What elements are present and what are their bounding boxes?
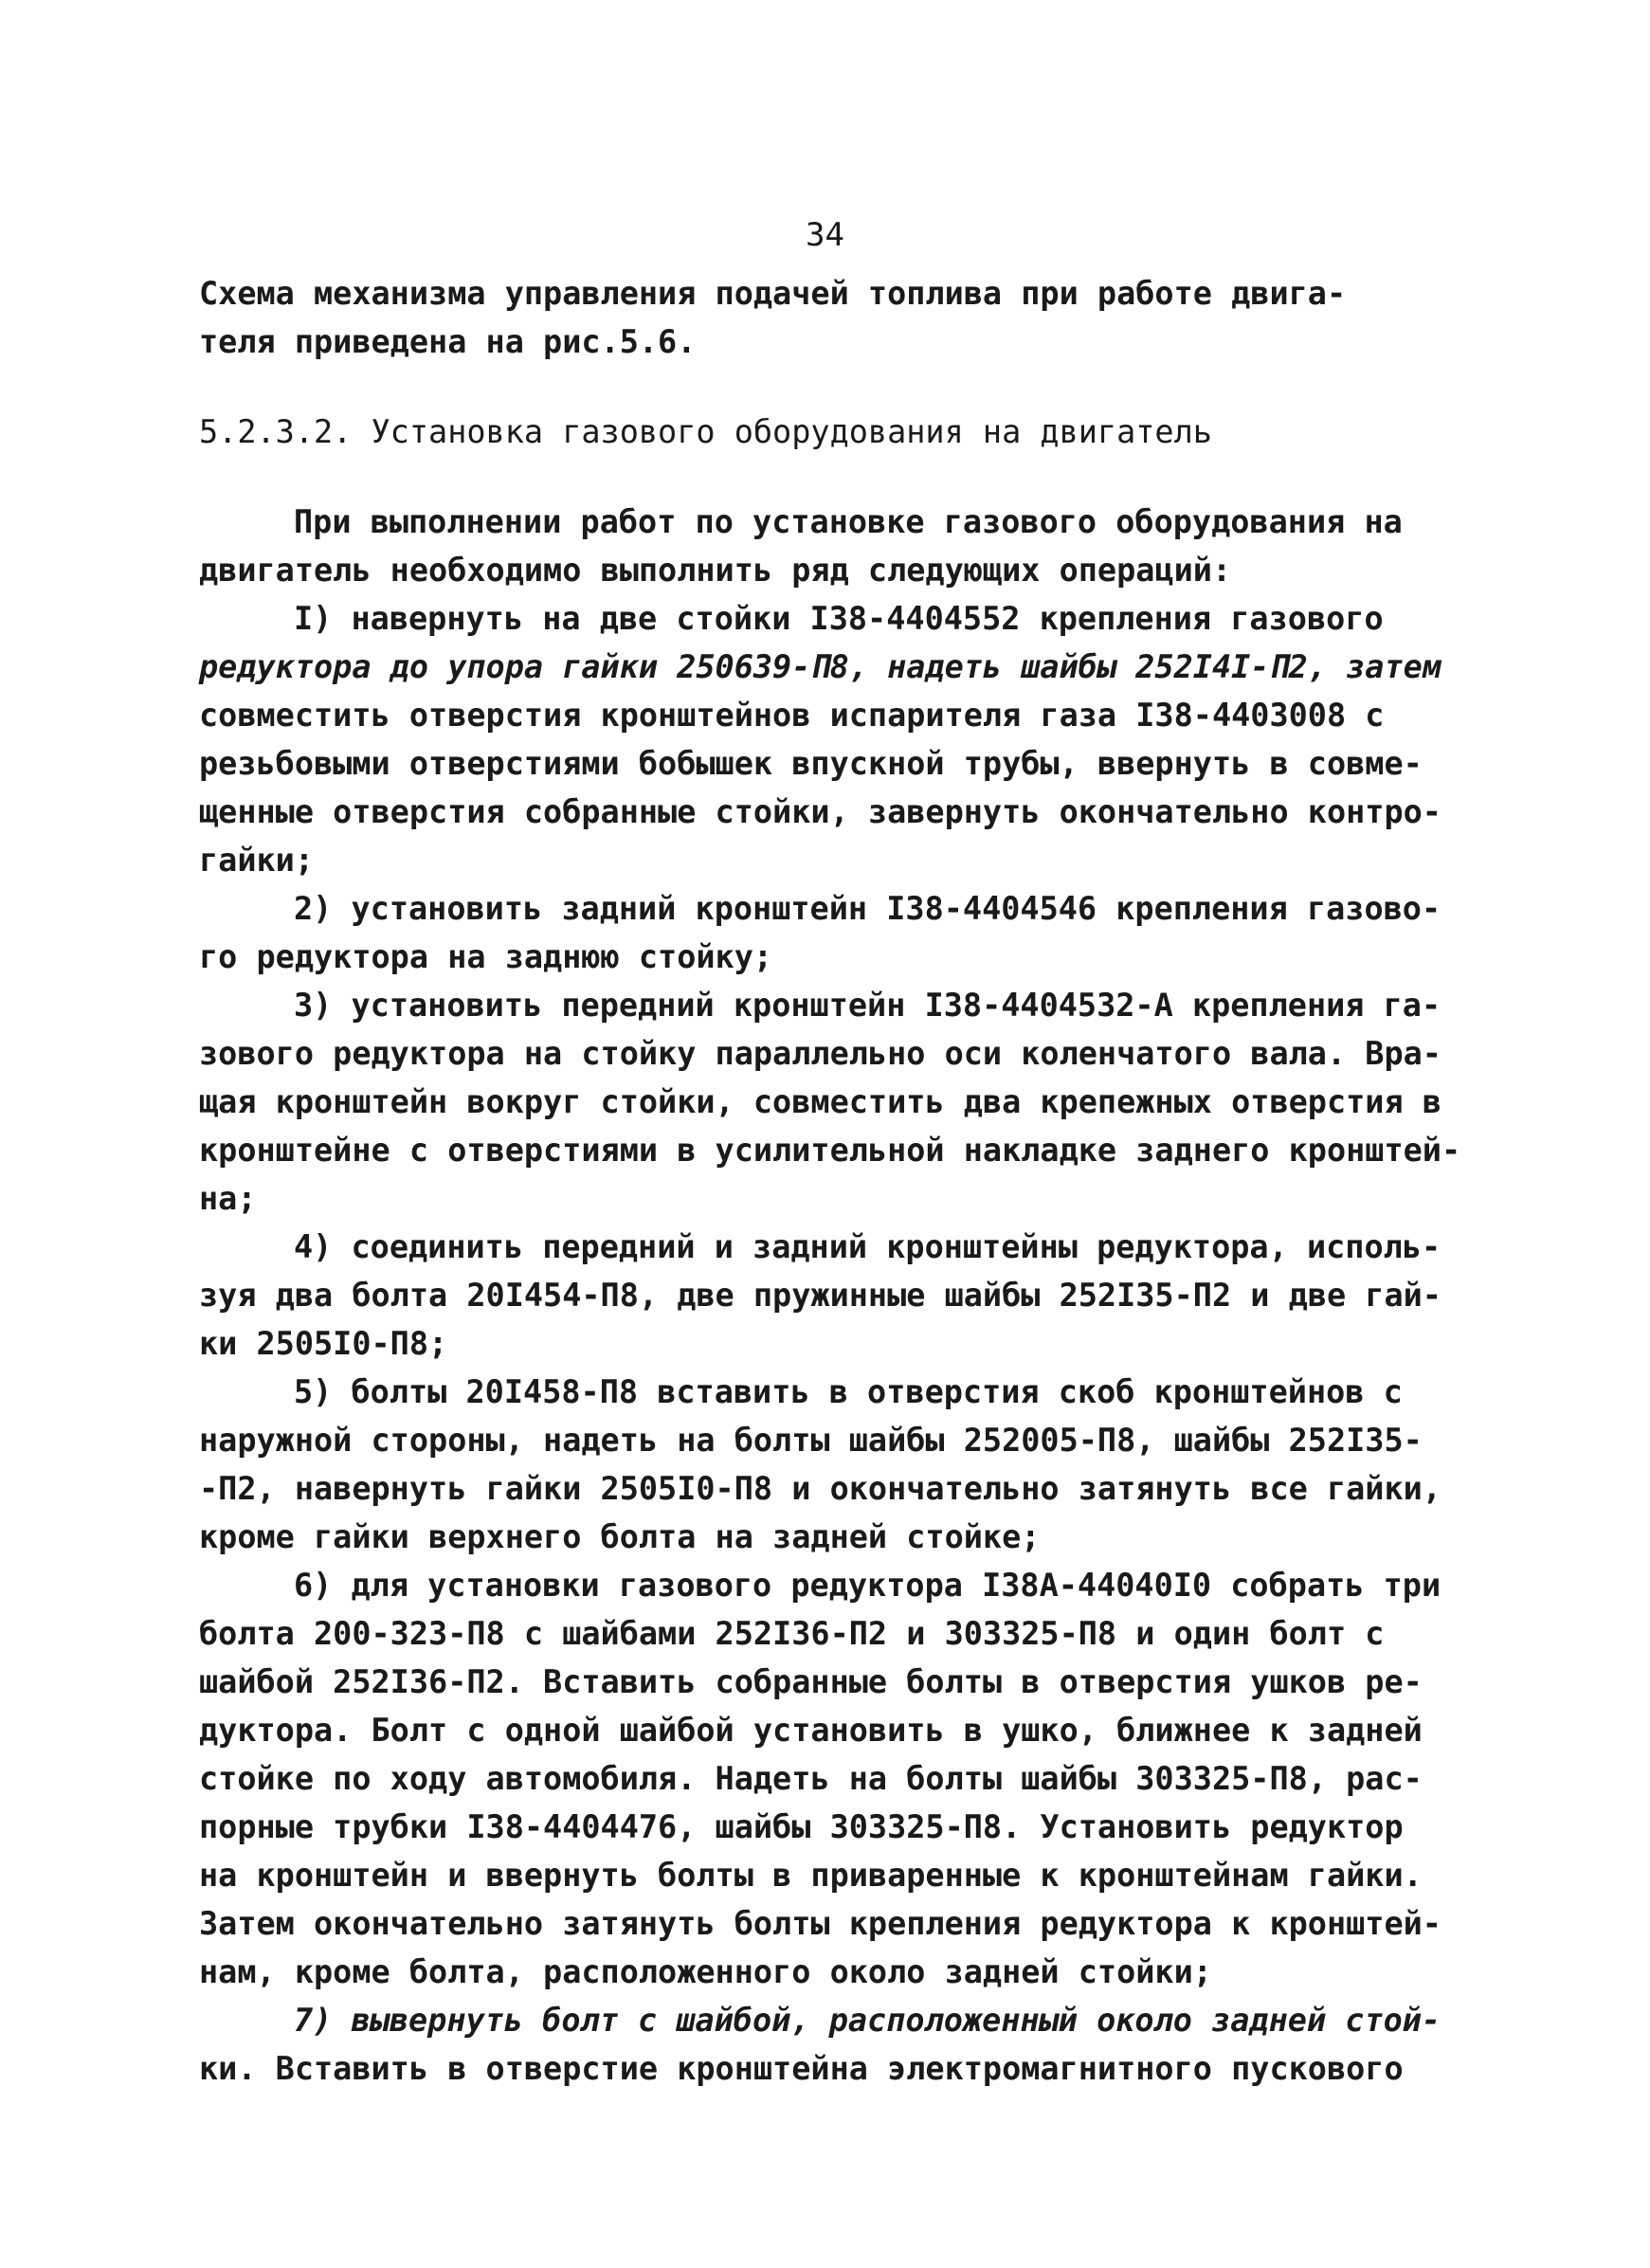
- list-item-7: [199, 1996, 1478, 2093]
- text-line: болта 200-323-П8 с шайбами 252I36-П2 и 303325-П8 и один болт с: [199, 1615, 1385, 1652]
- text-line: двигатель необходимо выполнить ряд следующих операций:: [199, 552, 1232, 589]
- text-line: щенные отверстия собранные стойки, завернуть окончательно контро-: [199, 793, 1441, 830]
- text-line: Затем окончательно затянуть болты крепления редуктора к кронштей-: [199, 1905, 1441, 1942]
- text-line: совместить отверстия кронштейнов испарителя газа I38-4403008 с: [199, 697, 1385, 734]
- spacer: [199, 456, 1478, 498]
- text-line: на кронштейн и ввернуть болты в приваренные к кронштейнам гайки.: [199, 1857, 1423, 1894]
- text-line: гайки;: [199, 842, 315, 879]
- text-line: зуя два болта 20I454-П8, две пружинные шайбы 252I35-П2 и две гай-: [199, 1277, 1441, 1314]
- text-line: на;: [199, 1180, 257, 1217]
- lead-paragraph: [199, 498, 1478, 594]
- text-line: щая кронштейн вокруг стойки, совместить два крепежных отверстия в: [199, 1083, 1441, 1120]
- text-line: порные трубки I38-4404476, шайбы 303325-П8. Установить редуктор: [199, 1808, 1404, 1845]
- text-line: 3) установить передний кронштейн I38-4404532-А крепления га-: [294, 987, 1441, 1024]
- intro-paragraph: [199, 269, 1478, 366]
- text-line: 2) установить задний кронштейн I38-4404546 крепления газово-: [294, 890, 1441, 927]
- list-item-1: [199, 594, 1478, 884]
- list-item-3: [199, 981, 1478, 1223]
- text-line: 5) болты 20I458-П8 вставить в отверстия скоб кронштейнов с: [294, 1373, 1403, 1410]
- text-line: теля приведена на рис.5.6.: [199, 323, 697, 360]
- page-number: 34: [806, 216, 844, 254]
- text-line: Схема механизма управления подачей топлива при работе двига-: [199, 275, 1347, 312]
- list-item-5: [199, 1368, 1478, 1561]
- spacer: [199, 366, 1478, 408]
- list-item-4: [199, 1223, 1478, 1368]
- text-line: нам, кроме болта, расположенного около задней стойки;: [199, 1953, 1212, 1990]
- list-item-2: [199, 884, 1478, 981]
- text-line: I) навернуть на две стойки I38-4404552 крепления газового: [294, 600, 1384, 637]
- text-line: зового редуктора на стойку параллельно оси коленчатого вала. Вра-: [199, 1035, 1441, 1072]
- section-heading: [199, 408, 1478, 456]
- text-line: го редуктора на заднюю стойку;: [199, 938, 773, 975]
- text-line: стойке по ходу автомобиля. Надеть на болты шайбы 303325-П8, рас-: [199, 1760, 1423, 1797]
- text-line: 4) соединить передний и задний кронштейны редуктора, исполь-: [294, 1228, 1441, 1265]
- section-heading-text: 5.2.3.2. Установка газового оборудования на двигатель: [199, 413, 1212, 450]
- text-line: При выполнении работ по установке газового оборудования на: [294, 503, 1403, 540]
- text-line: дуктора. Болт с одной шайбой установить в ушко, ближнее к задней: [199, 1712, 1423, 1749]
- text-line: редуктора до упора гайки 250639-П8, надеть шайбы 252I4I-П2, затем: [199, 648, 1441, 685]
- list-item-6: [199, 1561, 1478, 1996]
- text-line: шайбой 252I36-П2. Вставить собранные болты в отверстия ушков ре-: [199, 1663, 1423, 1700]
- text-line: резьбовыми отверстиями бобышек впускной трубы, ввернуть в совме-: [199, 745, 1423, 782]
- text-line: -П2, навернуть гайки 2505I0-П8 и окончательно затянуть все гайки,: [199, 1470, 1441, 1507]
- text-line: ки. Вставить в отверстие кронштейна электромагнитного пускового: [199, 2050, 1404, 2087]
- text-line: 7) вывернуть болт с шайбой, расположенный около задней стой-: [294, 2002, 1441, 2039]
- text-line: 6) для установки газового редуктора I38А-44040I0 собрать три: [294, 1567, 1441, 1604]
- text-line: наружной стороны, надеть на болты шайбы 252005-П8, шайбы 252I35-: [199, 1422, 1423, 1459]
- text-line: ки 2505I0-П8;: [199, 1325, 448, 1362]
- document-body: [199, 269, 1478, 2093]
- text-line: кронштейне с отверстиями в усилительной накладке заднего кронштей-: [199, 1132, 1461, 1169]
- text-line: кроме гайки верхнего болта на задней стойке;: [199, 1518, 1041, 1555]
